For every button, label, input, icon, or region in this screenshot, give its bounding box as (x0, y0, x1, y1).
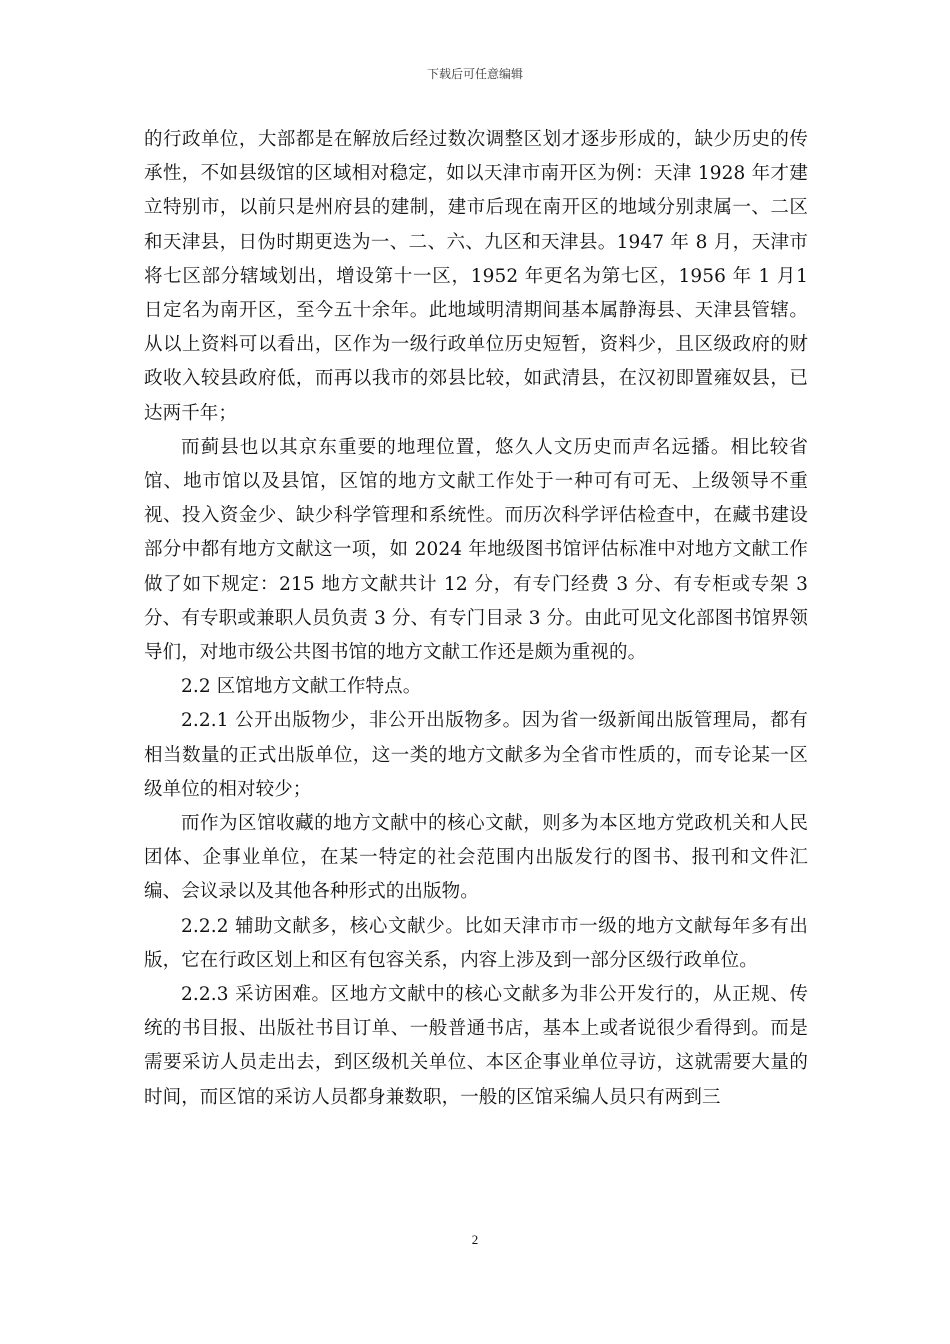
document-body (144, 123, 808, 1115)
paragraph-core-literature: 而作为区馆收藏的地方文献中的核心文献，则多为本区地方党政机关和人民团体、企事业单位，在某一特定的社会范围内出版发行的图书、报刊和文件汇编、会议录以及其他各种形式的出版物。 (144, 813, 808, 903)
page-number: 2 (471, 1232, 479, 1247)
page-header: 下载后可任意编辑 (426, 67, 523, 81)
paragraph-2-2-2: 2.2.2 辅助文献多，核心文献少。比如天津市市一级的地方文献每年多有出版，它在行政区划上和区有包容关系，内容上涉及到一部分区级行政单位。 (144, 915, 808, 971)
section-heading-2-2: 2.2 区馆地方文献工作特点。 (181, 676, 422, 698)
paragraph-2-2-3: 2.2.3 采访困难。区地方文献中的核心文献多为非公开发行的，从正规、传统的书目报、出版社书目订单、一般普通书店，基本上或者说很少看得到。而是需要采访人员走出去，到区级机关单位、本区企事业单位寻访，这就需要大量的时间，而区馆的采访人员都身兼数职，一般的区馆采编人员只有两到三 (144, 984, 808, 1108)
paragraph-2: 而蓟县也以其京东重要的地理位置，悠久人文历史而声名远播。相比较省馆、地市馆以及县馆，区馆的地方文献工作处于一种可有可无、上级领导不重视、投入资金少、缺少科学管理和系统性。而历次科学评估检查中，在藏书建设部分中都有地方文献这一项，如 2024 年地级图书馆评估标准中对地方文献工作做了如下规定：215 地方文献共计 12 分，有专门经费 3 分、有专柜或专架 3分、有专职或兼职人员负责 3 分、有专门目录 3 分。由此可见文化部图书馆界领导们，对地市级公共图书馆的地方文献工作还是颇为重视的。 (144, 436, 808, 664)
paragraph-1: 的行政单位，大部都是在解放后经过数次调整区划才逐步形成的，缺少历史的传承性，不如县级馆的区域相对稳定，如以天津市南开区为例：天津 1928 年才建立特别市，以前只是州府县的建制，建市后现在南开区的地域分别隶属一、二区和天津县，日伪时期更迭为一、二、六、九区和天津县。1947 年 8 月，天津市将七区部分辖域划出，增设第十一区，1952 年更名为第七区，1956 年 1 月1 日定名为南开区，至今五十余年。此地域明清期间基本属静海县、天津县管辖。从以上资料可以看出，区作为一级行政单位历史短暂，资料少，且区级政府的财政收入较县政府低，而再以我市的郊县比较，如武清县，在汉初即置雍奴县，已达两千年； (144, 129, 808, 424)
paragraph-2-2-1: 2.2.1 公开出版物少，非公开出版物多。因为省一级新闻出版管理局，都有相当数量的正式出版单位，这一类的地方文献多为全省市性质的，而专论某一区级单位的相对较少； (144, 710, 808, 800)
